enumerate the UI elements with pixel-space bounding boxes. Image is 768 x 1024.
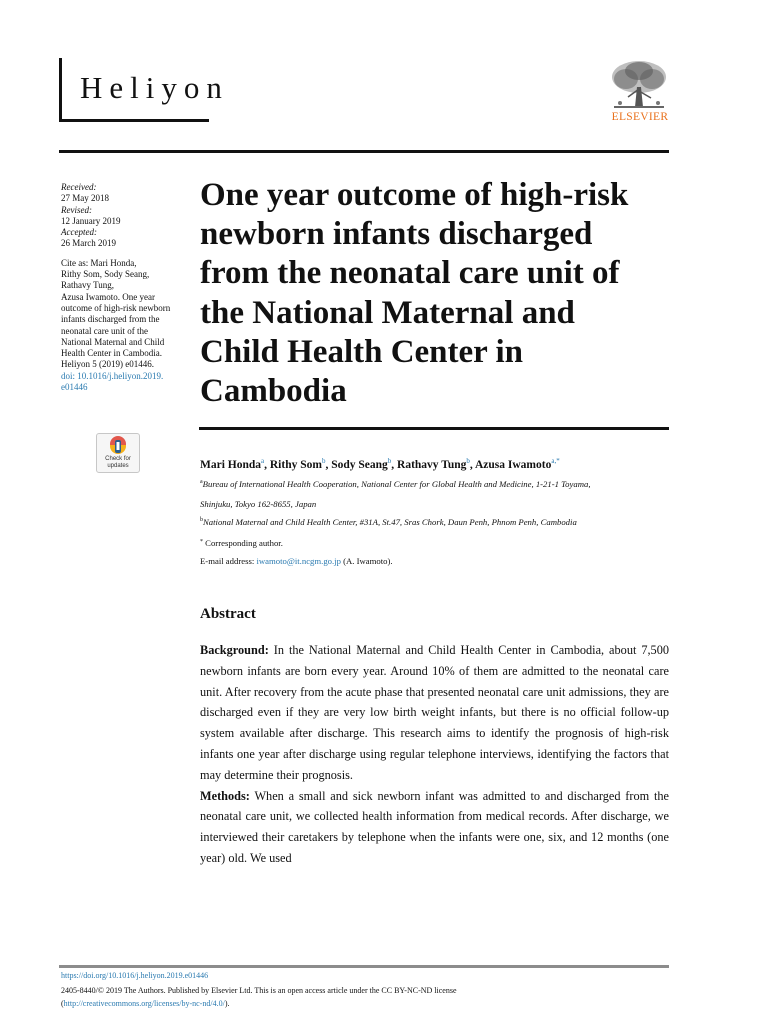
revised-date: 12 January 2019 xyxy=(61,215,121,226)
citation-line: neonatal care unit of the xyxy=(61,325,148,336)
abstract-background-paragraph xyxy=(200,640,669,786)
email-suffix: (A. Iwamoto). xyxy=(343,556,393,566)
article-history-sidebar xyxy=(61,182,187,393)
license-open-paren: ( xyxy=(61,999,64,1008)
author-list: Mari Honda$^a$, Rithy Som$^b$, Sody Seang$^b$, Rathavy Tung$^b$, Azusa Iwamoto$^{a,*}$ xyxy=(200,457,560,471)
abstract-body xyxy=(200,640,669,869)
background-label: Background: xyxy=(200,643,269,657)
footer-license xyxy=(61,998,230,1009)
received-label: Received: xyxy=(61,182,97,192)
email-line xyxy=(200,556,393,567)
corresponding-author-note xyxy=(200,537,283,549)
abstract-heading: Abstract xyxy=(200,606,256,622)
journal-bracket-vertical xyxy=(59,58,62,121)
citation-line: infants discharged from the xyxy=(61,314,160,325)
affiliation-marker[interactable]: a xyxy=(261,457,265,465)
title-line: from the neonatal care unit of xyxy=(200,255,620,292)
title-rule xyxy=(199,427,669,430)
affiliation-marker[interactable]: b xyxy=(387,457,392,465)
title-line: the National Maternal and xyxy=(200,294,575,331)
author-name[interactable]: Rithy Som xyxy=(269,459,322,471)
corresponding-mark: * xyxy=(200,539,203,545)
citation-line: Rathavy Tung, xyxy=(61,280,115,291)
author-name[interactable]: Mari Honda xyxy=(200,459,262,471)
author-name[interactable]: Rathavy Tung xyxy=(397,459,467,471)
email-label: E-mail address: xyxy=(200,556,255,566)
footer-doi-link[interactable]: https://doi.org/10.1016/j.heliyon.2019.e01446 xyxy=(61,971,209,980)
check-for-updates-button[interactable] xyxy=(96,433,140,473)
abstract-methods-paragraph xyxy=(200,786,669,869)
sidebar-doi-line: e01446 xyxy=(61,382,88,393)
check-for-updates-label xyxy=(97,456,139,469)
methods-text: When a small and sick newborn infant was admitted to and discharged from the neonatal care unit, we collected health information from medical records. After discharge, we interviewed their caretakers by telephone when the infants were one, six, and 12 months (one year) old. We used xyxy=(200,788,669,865)
affiliation-marker[interactable]: b xyxy=(321,457,326,465)
check-for-updates-icon xyxy=(110,436,126,454)
sidebar-doi-line: doi: 10.1016/j.heliyon.2019. xyxy=(61,370,164,381)
affiliation-b-mark: b xyxy=(200,517,203,523)
citation-line: Cite as: Mari Honda, xyxy=(61,257,137,268)
citation-line: Azusa Iwamoto. One year xyxy=(61,291,155,302)
affiliation-a xyxy=(200,472,670,514)
citation-line: outcome of high-risk newborn xyxy=(61,302,171,313)
accepted-label: Accepted: xyxy=(61,227,97,238)
affiliation-b-text: National Maternal and Child Health Center, #31A, St.47, Sras Chork, Daun Penh, Phnom Penh, Cambodia xyxy=(203,517,577,527)
journal-bracket-horizontal xyxy=(59,119,209,122)
header-rule xyxy=(59,150,669,153)
affiliation-a-line: Bureau of International Health Cooperation, National Center for Global Health and Medicine, 1-21-1 Toyama, xyxy=(202,479,591,489)
email-link[interactable]: iwamoto@it.ncgm.go.jp xyxy=(256,556,341,566)
revised-label: Revised: xyxy=(61,204,92,215)
received-date: 27 May 2018 xyxy=(61,193,109,204)
title-line: One year outcome of high-risk xyxy=(200,177,629,213)
title-line: newborn infants discharged xyxy=(200,216,593,253)
check-updates-line: Check for xyxy=(105,456,131,462)
sidebar-doi-link[interactable] xyxy=(61,371,187,394)
affiliation-b xyxy=(200,510,670,532)
citation-line: National Maternal and Child xyxy=(61,336,165,347)
methods-label: Methods: xyxy=(200,788,250,803)
affiliation-a-line: Shinjuku, Tokyo 162-8655, Japan xyxy=(200,499,317,509)
citation-block xyxy=(61,258,187,394)
affiliation-marker[interactable]: b xyxy=(466,457,470,465)
corresponding-text: Corresponding author. xyxy=(205,538,283,548)
check-updates-line: updates xyxy=(107,462,129,469)
citation-line: Rithy Som, Sody Seang, xyxy=(61,269,150,280)
title-line: Child Health Center in xyxy=(200,333,523,370)
journal-name: Heliyon xyxy=(80,70,229,105)
article-title xyxy=(200,176,680,411)
affiliation-a-mark: a xyxy=(200,479,203,485)
footer-copyright: 2405-8440/© 2019 The Authors. Published by Elsevier Ltd. This is an open access article under the CC BY-NC-ND license xyxy=(61,986,457,995)
citation-line: Health Center in Cambodia. xyxy=(61,348,162,359)
footer-rule xyxy=(59,965,669,968)
title-line: Cambodia xyxy=(200,373,347,410)
publisher-name: ELSEVIER xyxy=(611,111,669,123)
background-text: In the National Maternal and Child Health Center in Cambodia, about 7,500 newborn infants are born every year. Around 10% of them are admitted to the neonatal care unit. After recovery from the acute phase that presented neonatal care unit admissions, they are discharged even if they are very low birth weight infants, but there is no official follow-up system available after discharge. This research aims to identify the prognosis of high-risk infants one year after discharge using regular telephone interviews, identifying the factors that may determine their prognosis. xyxy=(200,643,669,782)
license-close-paren: ). xyxy=(224,999,230,1008)
license-link[interactable]: http://creativecommons.org/licenses/by-nc-nd/4.0/ xyxy=(63,999,225,1008)
affiliation-marker[interactable]: a,* xyxy=(551,457,560,465)
author-name[interactable]: Azusa Iwamoto xyxy=(475,459,552,471)
accepted-date: 26 March 2019 xyxy=(61,238,116,249)
author-name[interactable]: Sody Seang xyxy=(331,459,388,471)
citation-line: Heliyon 5 (2019) e01446. xyxy=(61,359,154,370)
